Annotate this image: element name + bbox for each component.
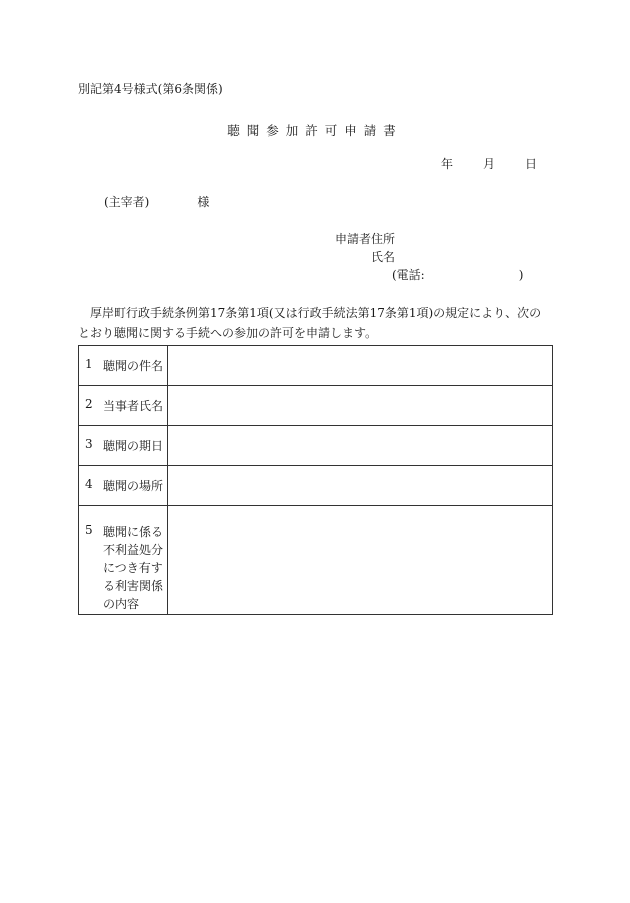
row-value-cell[interactable] — [168, 466, 553, 506]
row-label: 聴聞の場所 — [103, 478, 164, 493]
table-row — [79, 386, 553, 426]
applicant-name-label: 氏名 — [371, 250, 396, 264]
row-label: 当事者氏名 — [103, 398, 164, 413]
body-text: 厚岸町行政手続条例第17条第1項(又は行政手続法第17条第1項)の規定により、次のとおり聴聞に関する手続への参加の許可を申請します。 — [78, 306, 542, 340]
row-label-cell — [79, 346, 168, 386]
row-label-cell — [79, 426, 168, 466]
applicant-address-label: 申請者住所 — [335, 232, 396, 246]
row-number: 4 — [85, 476, 93, 491]
table-row — [79, 466, 553, 506]
row-label-cell — [79, 506, 168, 615]
row-label: 聴聞の件名 — [103, 358, 164, 373]
row-number: 3 — [85, 436, 93, 451]
row-value-cell[interactable] — [168, 506, 553, 615]
row-label: 聴聞に係る不利益処分につき有する利害関係の内容 — [103, 525, 164, 611]
row-number: 5 — [85, 523, 93, 537]
addressee-honorific: 様 — [197, 195, 210, 209]
row-value-cell[interactable] — [168, 346, 553, 386]
date-day: 日 — [525, 157, 538, 171]
addressee — [104, 193, 209, 210]
row-label-cell — [79, 466, 168, 506]
table-row — [79, 426, 553, 466]
applicant-phone-line — [392, 266, 523, 283]
row-number: 1 — [85, 356, 93, 371]
row-number: 2 — [85, 396, 93, 411]
row-label: 聴聞の期日 — [103, 438, 164, 453]
form-label: 別記第4号様式(第6条関係) — [78, 82, 223, 96]
info-table — [78, 345, 553, 615]
table-row — [79, 346, 553, 386]
date-month: 月 — [483, 157, 496, 171]
table-row — [79, 506, 553, 615]
row-value-cell[interactable] — [168, 386, 553, 426]
date-year: 年 — [441, 157, 454, 171]
applicant-phone-label: (電話: — [392, 268, 425, 282]
date-line — [441, 155, 537, 172]
row-value-cell[interactable] — [168, 426, 553, 466]
document-title: 聴聞参加許可申請書 — [227, 123, 403, 138]
row-label-cell — [79, 386, 168, 426]
applicant-phone-close: ) — [518, 268, 524, 282]
addressee-label: (主宰者) — [104, 195, 150, 209]
